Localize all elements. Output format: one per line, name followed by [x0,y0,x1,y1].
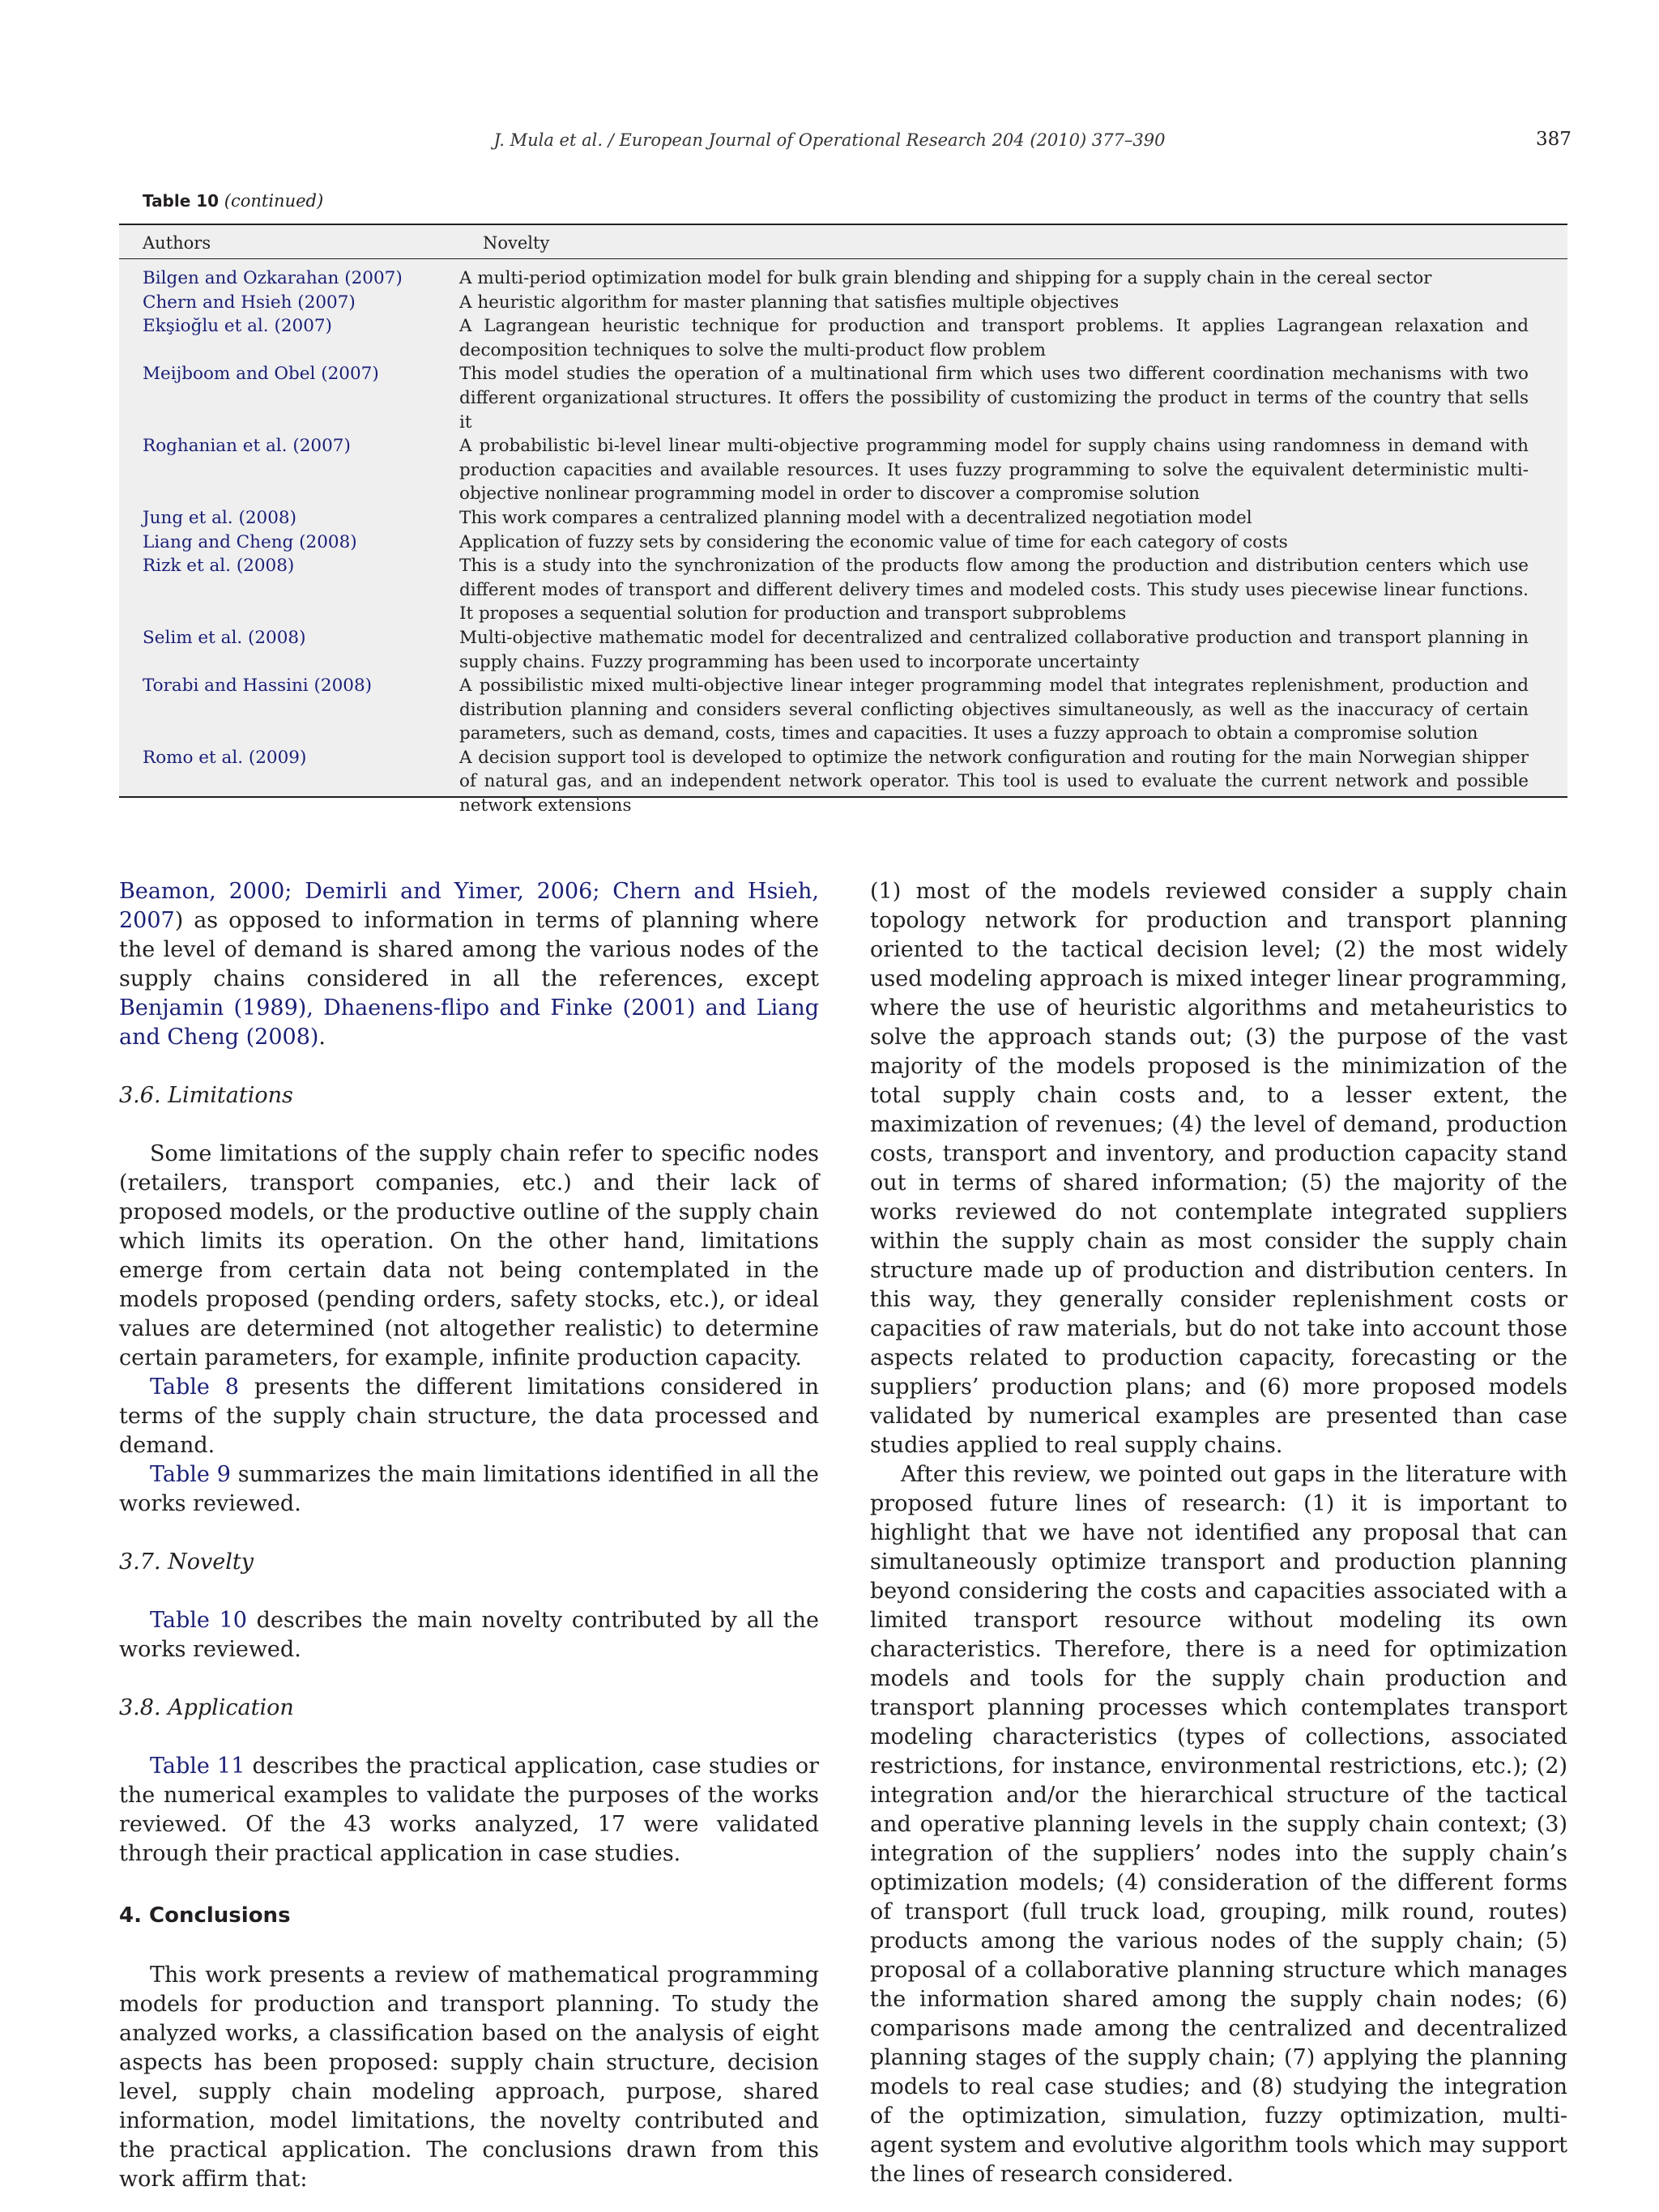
novelty-text: A heuristic algorithm for master planning that satisfies multiple objectives [459,292,1120,313]
table-9-link[interactable]: Table 9 [150,1462,231,1487]
table-row [119,674,1567,746]
paragraph: Table 9 summarizes the main limitations identified in all the works reviewed. [119,1462,819,1516]
novelty-text: A probabilistic bi-level linear multi-objective programming model for supply chains using randomness in demand with production capacities and available resources. It uses fuzzy programming to solve the equivalent deterministic multi-objective nonlinear programming model in order to discover a compromise solution [459,436,1529,505]
table-row [119,266,1567,291]
table-label: Table 10 [143,191,220,211]
author-citation[interactable]: Romo et al. (2009) [143,747,307,768]
table-8-link[interactable]: Table 8 [150,1375,239,1400]
table-row [119,434,1567,506]
section-heading-conclusions: 4. Conclusions [119,1903,291,1928]
page-number: 387 [1536,129,1572,150]
right-column [870,877,1567,2189]
novelty-text: A possibilistic mixed multi-objective linear integer programming model that integrates replenishment, production and distribution planning and considers several conflicting objectives simultaneously, as well as the inaccuracy of certain parameters, such as demand, costs, times and capacities. It uses a fuzzy approach to obtain a compromise solution [459,676,1529,744]
column-header-novelty: Novelty [483,233,550,253]
author-citation[interactable]: Torabi and Hassini (2008) [143,676,373,697]
novelty-text: A decision support tool is developed to optimize the network configuration and routing for the main Norwegian shipper of natural gas, and an independent network operator. This tool is used to evaluate the current network and possible network extensions [459,747,1529,816]
running-header: J. Mula et al. / European Journal of Operational Research 204 (2010) 377–390 [493,130,1166,150]
author-citation[interactable]: Ekşioğlu et al. (2007) [143,316,332,337]
table-caption [143,191,323,211]
table-continued: (continued) [224,191,324,211]
table-row [119,626,1567,674]
novelty-text: A Lagrangean heuristic technique for production and transport problems. It applies Lagrangean relaxation and decomposition techniques to solve the multi-product flow problem [459,316,1529,360]
novelty-text: A multi-period optimization model for bulk grain blending and shipping for a supply chain in the cereal sector [459,268,1432,288]
section-heading-limitations: 3.6. Limitations [119,1083,293,1108]
paragraph: Table 11 describes the practical application, case studies or the numerical examples to validate the purposes of the works reviewed. Of the 43 works analyzed, 17 were validated through their practical application in case studies. [119,1754,819,1866]
table-11-link[interactable]: Table 11 [150,1754,245,1779]
author-citation[interactable]: Selim et al. (2008) [143,627,306,648]
author-citation[interactable]: Liang and Cheng (2008) [143,531,357,552]
author-citation[interactable]: Bilgen and Ozkarahan (2007) [143,268,403,288]
paragraph: Table 8 presents the different limitations considered in terms of the supply chain structure, the data processed and demand. [119,1375,820,1458]
author-citation[interactable]: Rizk et al. (2008) [143,556,295,577]
table-row [119,362,1567,434]
table-row [119,531,1567,555]
table-10-link[interactable]: Table 10 [150,1608,247,1633]
table-row [119,746,1567,818]
paragraph: Beamon, 2000; Demirli and Yimer, 2006; Chern and Hsieh, 2007) as opposed to information in terms of planning where the level of demand is shared among the various nodes of the supply chains considered in all the references, except Benjamin (1989), Dhaenens-flipo and Finke (2001) and Liang and Cheng (2008). [119,879,819,1050]
section-heading-application: 3.8. Application [119,1695,294,1720]
citation-link[interactable]: Benjamin (1989), Dhaenens-flipo and Finke (2001) and Liang and Cheng (2008) [119,995,819,1050]
novelty-text: This model studies the operation of a multinational firm which uses two different coordination mechanisms with two different organizational structures. It offers the possibility of customizing the product in terms of the country that sells it [459,364,1529,433]
paragraph: This work presents a review of mathematical programming models for production and transport planning. To study the analyzed works, a classification based on the analysis of eight aspects has been proposed: supply chain structure, decision level, supply chain modeling approach, purpose, shared information, model limitations, the novelty contributed and the practical application. The conclusions drawn from this work affirm that: [119,1963,819,2192]
table-row [119,506,1567,531]
novelty-text: This work compares a centralized planning model with a decentralized negotiation model [459,507,1252,528]
paragraph: Some limitations of the supply chain refer to specific nodes (retailers, transport companies, etc.) and their lack of proposed models, or the productive outline of the supply chain which limits its operation. On the other hand, limitations emerge from certain data not being contemplated in the models proposed (pending orders, safety stocks, etc.), or ideal values are determined (not altogether realistic) to determine certain parameters, for example, infinite production capacity. [119,1141,819,1370]
paragraph: (1) most of the models reviewed consider a supply chain topology network for production and transport planning oriented to the tactical decision level; (2) the most widely used modeling approach is mixed integer linear programming, where the use of heuristic algorithms and metaheuristics to solve the approach stands out; (3) the purpose of the vast majority of the models proposed is the minimization of the total supply chain costs and, to a lesser extent, the maximization of revenues; (4) the level of demand, production costs, transport and inventory, and production capacity stand out in terms of shared information; (5) the majority of the works reviewed do not contemplate integrated suppliers within the supply chain as most consider the supply chain structure made up of production and distribution centers. In this way, they generally consider replenishment costs or capacities of raw materials, but do not take into account those aspects related to production capacity, forecasting or the suppliers’ production plans; and (6) more proposed models validated by numerical examples are presented than case studies applied to real supply chains. [870,879,1567,1458]
author-citation[interactable]: Roghanian et al. (2007) [143,436,351,457]
novelty-text: Application of fuzzy sets by considering the economic value of time for each category of costs [459,531,1288,552]
column-header-authors: Authors [143,233,211,253]
section-heading-novelty: 3.7. Novelty [119,1549,254,1575]
table-row [119,554,1567,626]
author-citation[interactable]: Chern and Hsieh (2007) [143,292,356,313]
left-column [119,877,819,2194]
novelty-text: This is a study into the synchronization of the products flow among the production and distribution centers which use different modes of transport and different delivery times and modeled costs. This study uses piecewise linear functions. It proposes a sequential solution for production and transport subproblems [459,556,1529,624]
paragraph: Table 10 describes the main novelty contributed by all the works reviewed. [119,1608,819,1662]
author-citation[interactable]: Meijboom and Obel (2007) [143,364,379,385]
novelty-text: Multi-objective mathematic model for decentralized and centralized collaborative production and transport planning in supply chains. Fuzzy programming has been used to incorporate uncertainty [459,627,1529,672]
table-header [119,225,1567,259]
citation-link[interactable]: Beamon, 2000; Demirli and Yimer, 2006; Chern and Hsieh, 2007 [119,879,819,933]
table-row [119,314,1567,362]
author-citation[interactable]: Jung et al. (2008) [143,507,296,528]
table-body [119,266,1567,818]
paragraph: After this review, we pointed out gaps in the literature with proposed future lines of research: (1) it is important to highlight that we have not identified any proposal that can simultaneously optimize transport and production planning beyond considering the costs and capacities associated with a limited transport resource without modeling its own characteristics. Therefore, there is a need for optimization models and tools for the supply chain production and transport planning processes which contemplates transport modeling characteristics (types of collections, associated restrictions, for instance, environmental restrictions, etc.); (2) integration and/or the hierarchical structure of the tactical and operative planning levels in the supply chain context; (3) integration of the suppliers’ nodes into the supply chain’s optimization models; (4) consideration of the different forms of transport (full truck load, grouping, milk round, routes) products among the various nodes of the supply chain; (5) proposal of a collaborative planning structure which manages the information shared among the supply chain nodes; (6) comparisons made among the centralized and decentralized planning stages of the supply chain; (7) applying the planning models to real case studies; and (8) studying the integration of the optimization, simulation, fuzzy optimization, multi-agent system and evolutive algorithm tools which may support the lines of research considered. [870,1462,1567,2187]
table-row [119,291,1567,315]
novelty-table [119,224,1567,816]
